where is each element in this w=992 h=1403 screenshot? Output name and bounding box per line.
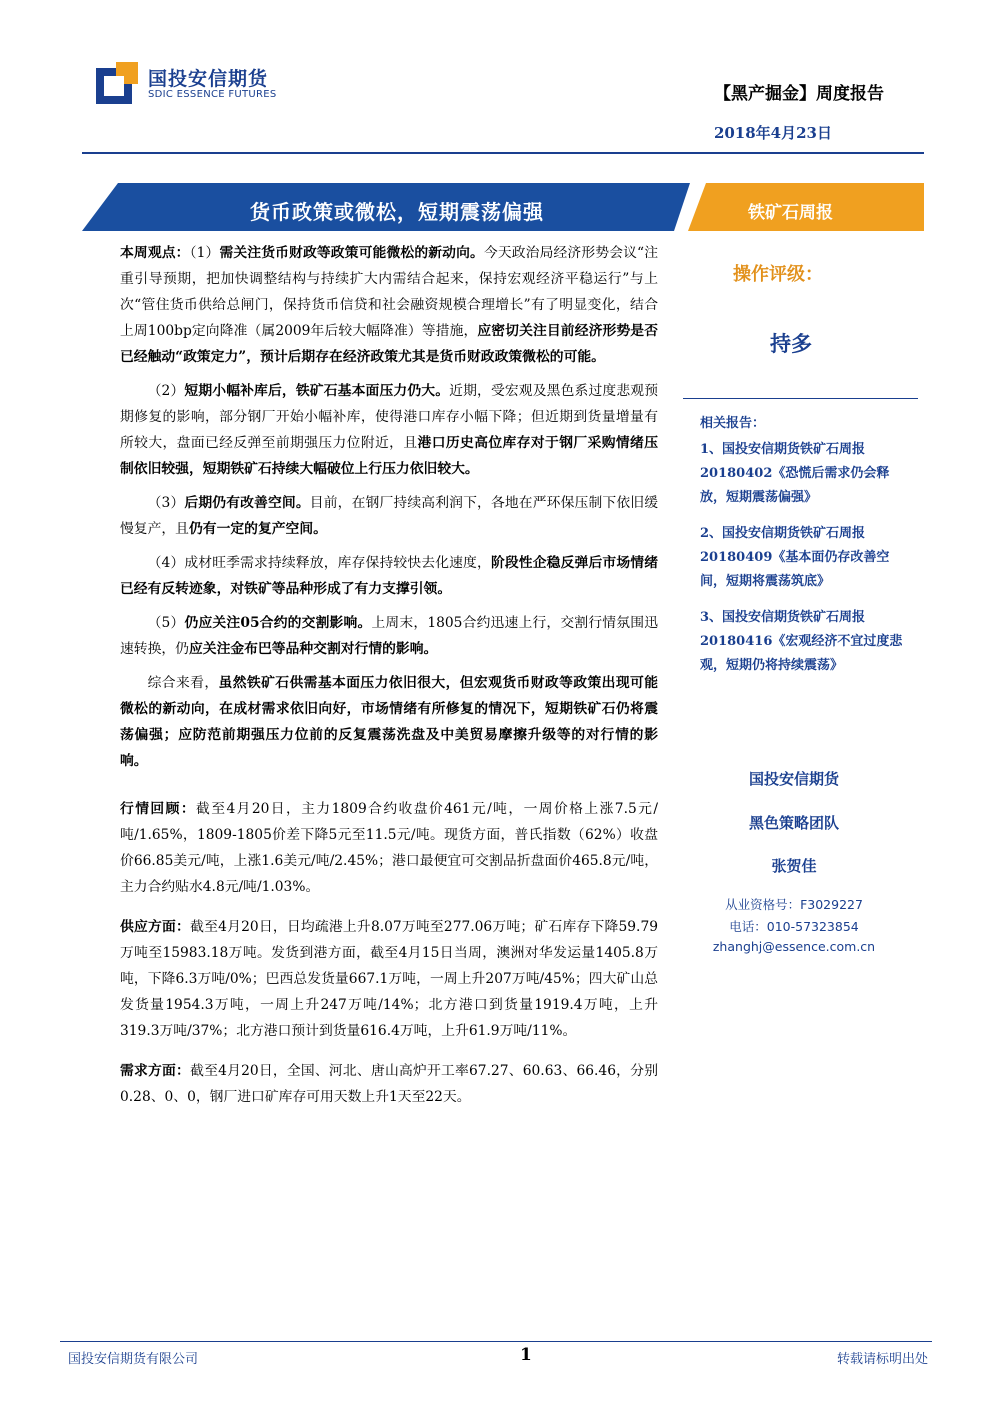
viewpoint-label: 本周观点： <box>120 245 190 261</box>
analyst-name: 张贺佳 <box>771 857 817 875</box>
supply-label: 供应方面： <box>120 919 191 935</box>
viewpoint-summary: 综合来看，虽然铁矿石供需基本面压力依旧很大，但宏观货币财政等政策出现可能微松的新动向，在成材需求依旧向好，市场情绪有所修复的情况下，短期铁矿石仍将震荡偏强；应防范前期强压力位前的反复震荡洗盘及中美贸易摩擦升级等的对行情的影响。 <box>120 675 659 769</box>
viewpoint-paragraph-4: （4）成材旺季需求持续释放，库存保持较快去化速度，阶段性企稳反弹后市场情绪已经有反转迹象，对铁矿等品种形成了有力支撑引领。 <box>120 555 659 597</box>
viewpoint-paragraph-3: （3）后期仍有改善空间。目前，在钢厂持续高利润下，各地在严环保压制下依旧缓慢复产，且仍有一定的复产空间。 <box>120 495 659 537</box>
demand-section: 需求方面：截至4月20日，全国、河北、唐山高炉开工率67.27、60.63、66.46，分别0.28、0、0，钢厂进口矿库存可用天数上升1天至22天。 <box>120 1063 659 1105</box>
page-number: 1 <box>520 1345 532 1365</box>
footer-company: 国投安信期货有限公司 <box>68 1352 199 1367</box>
related-report-item[interactable]: 2、国投安信期货铁矿石周报20180409《基本面仍存改善空间，短期将震荡筑底》 <box>700 526 890 589</box>
logo-company-english: SDIC ESSENCE FUTURES <box>148 89 277 100</box>
viewpoint-paragraph-2: （2）短期小幅补库后，铁矿石基本面压力仍大。近期，受宏观及黑色系过度悲观预期修复的影响，部分钢厂开始小幅补库，使得港口库存小幅下降；但近期到货量增量有所较大，盘面已经反弹至前期强压力位附近，且港口历史高位库存对于钢厂采购情绪压制依旧较强，短期铁矿石持续大幅破位上行压力依旧较大。 <box>120 383 659 477</box>
rating-value: 持多 <box>770 332 812 356</box>
main-content <box>120 240 658 1110</box>
report-series-title: 【黑产掘金】周度报告 <box>714 84 884 104</box>
report-headline: 货币政策或微松，短期震荡偏强 <box>250 200 544 224</box>
supply-section: 供应方面：截至4月20日，日均疏港上升8.07万吨至277.06万吨；矿石库存下降59.79万吨至15983.18万吨。发货到港方面，截至4月15日当周，澳洲对华发运量1405.8万吨，下降6.3万吨/0%；巴西总发货量667.1万吨，一周上升207万吨/45%；四大矿山总发货量1954.3万吨，一周上升247万吨/14%；北方港口到货量1919.4万吨，上升319.3万吨/37%；北方港口预计到货量616.4万吨，上升61.9万吨/11%。 <box>120 919 659 1039</box>
related-reports <box>700 412 915 690</box>
demand-label: 需求方面： <box>120 1063 191 1079</box>
sidebar-team: 黑色策略团队 <box>748 814 839 832</box>
logo-company-name: 国投安信期货 <box>148 68 269 90</box>
sidebar-divider <box>683 398 918 399</box>
market-review-section: 行情回顾：截至4月20日，主力1809合约收盘价461元/吨，一周价格上涨7.5元/吨/1.65%，1809-1805价差下降5元至11.5元/吨。现货方面，普氏指数（62%）收盘价66.85美元/吨，上涨1.6美元/吨/2.45%；港口最便宜可交割品折盘面价465.8元/吨，主力合约贴水4.8元/吨/1.03%。 <box>120 801 658 895</box>
rating-label: 操作评级： <box>733 264 823 285</box>
viewpoint-paragraph-1: 本周观点：（1）需关注货币财政等政策可能微松的新动向。今天政治局经济形势会议“注重引导预期，把加快调整结构与持续扩大内需结合起来，保持宏观经济平稳运行”与上次“管住货币供给总闸门，保持货币信贷和社会融资规模合理增长”有了明显变化，结合上周100bp定向降准（属2009年后较大幅降准）等措施，应密切关注目前经济形势是否已经触动“政策定力”，预计后期存在经济政策尤其是货币财政政策微松的可能。 <box>120 245 659 365</box>
company-logo-icon <box>96 62 138 104</box>
analyst-license: 从业资格号：F3029227 <box>725 897 863 912</box>
header-divider <box>82 152 924 154</box>
market-review-label: 行情回顾： <box>120 801 197 817</box>
sidebar-company: 国投安信期货 <box>748 770 839 788</box>
viewpoint-paragraph-5: （5）仍应关注05合约的交割影响。上周末，1805合约迅速上行，交割行情氛围迅速转换，仍应关注金布巴等品种交割对行情的影响。 <box>120 615 658 657</box>
report-category: 铁矿石周报 <box>748 203 833 223</box>
report-date: 2018年4月23日 <box>713 124 832 142</box>
related-report-item[interactable]: 3、国投安信期货铁矿石周报20180416《宏观经济不宜过度悲观，短期仍将持续震荡》 <box>700 610 903 673</box>
related-report-item[interactable]: 1、国投安信期货铁矿石周报20180402《恐慌后需求仍会释放，短期震荡偏强》 <box>700 442 890 505</box>
footer-note: 转载请标明出处 <box>836 1352 928 1367</box>
related-reports-header: 相关报告： <box>700 416 766 431</box>
footer-divider <box>60 1341 932 1342</box>
analyst-phone: 电话：010-57323854 <box>729 919 859 934</box>
analyst-email[interactable]: zhanghj@essence.com.cn <box>712 939 876 954</box>
